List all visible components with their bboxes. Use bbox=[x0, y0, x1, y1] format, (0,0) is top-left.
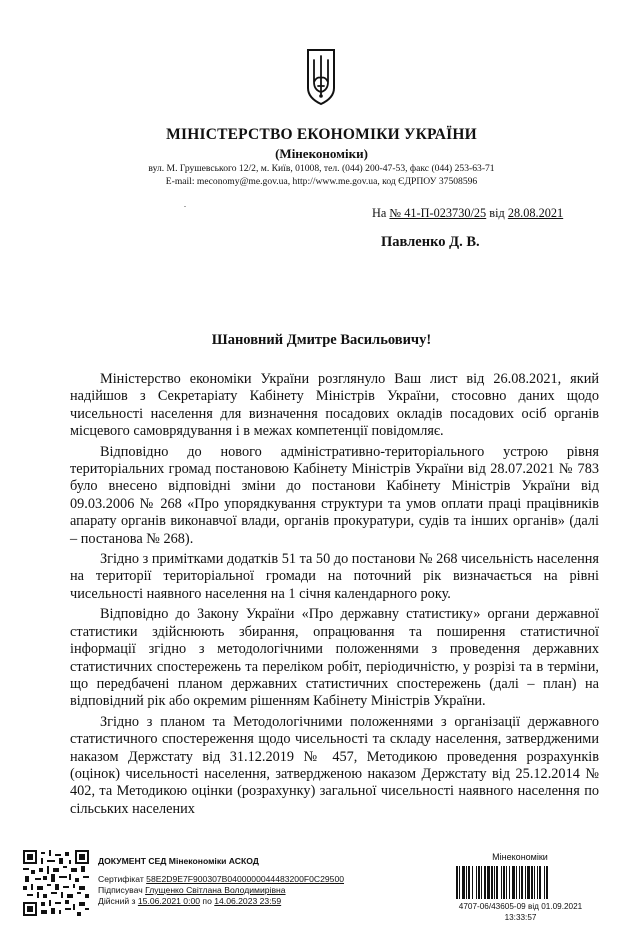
sed-certificate-value: 58E2D9E7F900307B0400000044483200F0C29500 bbox=[146, 874, 345, 884]
barcode-bar bbox=[521, 866, 523, 899]
barcode-bar bbox=[506, 866, 507, 899]
ministry-address: вул. М. Грушевського 12/2, м. Київ, 01008, тел. (044) 200-47-53, факс (044) 253-63-71 bbox=[148, 163, 495, 174]
barcode-bar bbox=[509, 866, 510, 899]
barcode-bar bbox=[476, 866, 477, 899]
sed-signer bbox=[98, 885, 286, 895]
barcode-bar bbox=[534, 866, 535, 899]
sed-certificate bbox=[98, 874, 344, 884]
barcode-bar bbox=[456, 866, 458, 899]
sed-certificate-label: Сертифікат bbox=[98, 874, 144, 884]
barcode-bar bbox=[531, 866, 533, 899]
barcode-bar bbox=[519, 866, 520, 899]
barcode-bar bbox=[501, 866, 502, 899]
paragraph: Відповідно до нового адміністративно-територіального устрою рівня територіальних громад постановою Кабінету Міністрів України від 28.07.2021 № 783 було внесено відповідні зміни до постанови Кабінету Міністрів України від 09.03.2006 № 268 «Про упорядкування структури та умов оплати праці працівників апарату органів виконавчої влади, органів прокуратури, судів та інших органів» (далі – постанова № 268). bbox=[70, 443, 599, 547]
barcode-bar bbox=[503, 866, 505, 899]
barcode-bar bbox=[494, 866, 495, 899]
greeting: Шановний Дмитре Васильовичу! bbox=[211, 332, 432, 348]
barcode-bar bbox=[472, 866, 473, 899]
barcode-bar bbox=[487, 866, 490, 899]
barcode-bar bbox=[468, 866, 470, 899]
letter-body bbox=[70, 371, 599, 821]
barcode-icon bbox=[455, 866, 585, 899]
stray-mark: . bbox=[184, 200, 186, 209]
sed-valid-label: Дійсний з bbox=[98, 896, 136, 906]
sed-title: ДОКУМЕНТ СЕД Мінекономіки АСКОД bbox=[98, 856, 259, 866]
barcode-bar bbox=[496, 866, 498, 899]
barcode-bar bbox=[459, 866, 460, 899]
sed-signer-label: Підписувач bbox=[98, 885, 143, 895]
barcode-bar bbox=[462, 866, 465, 899]
barcode-bar bbox=[546, 866, 548, 899]
coat-of-arms-trident-icon bbox=[305, 48, 337, 106]
reference-line bbox=[372, 206, 563, 221]
barcode-bar bbox=[516, 866, 517, 899]
barcode-bar bbox=[539, 866, 541, 899]
barcode-bar bbox=[466, 866, 467, 899]
ministry-contacts: E-mail: meconomy@me.gov.ua, http://www.me.gov.ua, код ЄДРПОУ 37508596 bbox=[165, 176, 478, 187]
barcode-bar bbox=[525, 866, 526, 899]
paragraph: Відповідно до Закону України «Про державну статистику» органи державної статистики здійснюють збирання, опрацювання та поширення статистичної інформації згідно з методологічними положеннями з проведення державних статистичних спостережень та переліком робіт, періодичністю, у розрізі та в терміни, що передбачені планом державних статистичних спостережень (далі – план) на відповідний рік або окремим рішенням Кабінету Міністрів України. bbox=[70, 606, 599, 710]
reference-date: 28.08.2021 bbox=[507, 206, 564, 220]
barcode-bar bbox=[481, 866, 482, 899]
qr-code-icon bbox=[23, 850, 89, 916]
paragraph: Згідно з планом та Методологічними положеннями з організації державного статистичного спостереження щодо чисельності та складу населення, затвердженими наказом Держстату від 31.12.2019 № 457, Методикою проведення розрахунків (оцінок) чисельності населення, затвердженою наказом Держстату від 25.12.2014 № 402, та Методикою оцінки (розрахунку) загальної чисельності наявного населення по сільських населених bbox=[70, 713, 599, 817]
ministry-short-name: (Мінекономіки) bbox=[275, 146, 368, 161]
sed-valid-to: 14.06.2023 23:59 bbox=[214, 896, 282, 906]
sed-valid-from: 15.06.2021 0:00 bbox=[137, 896, 201, 906]
reference-prefix: На bbox=[372, 206, 387, 220]
registration-org: Мінекономіки bbox=[492, 852, 548, 862]
barcode-bar bbox=[527, 866, 530, 899]
sed-valid-to-label: по bbox=[202, 896, 212, 906]
barcode-bar bbox=[478, 866, 480, 899]
addressee: Павленко Д. В. bbox=[381, 234, 480, 250]
registration-number: 4707-06/43605-09 від 01.09.2021 bbox=[458, 902, 583, 911]
reference-from: від bbox=[489, 206, 505, 220]
barcode-bar bbox=[544, 866, 545, 899]
barcode-bar bbox=[512, 866, 515, 899]
sed-signer-value: Глущенко Світлана Володимирівна bbox=[145, 885, 286, 895]
ministry-name: МІНІСТЕРСТВО ЕКОНОМІКИ УКРАЇНИ bbox=[166, 126, 477, 143]
registration-time: 13:33:57 bbox=[504, 913, 537, 922]
reference-number: № 41-П-023730/25 bbox=[389, 206, 487, 220]
barcode-bar bbox=[491, 866, 493, 899]
barcode-bar bbox=[537, 866, 538, 899]
barcode-bar bbox=[484, 866, 486, 899]
paragraph: Міністерство економіки України розглянуло Ваш лист від 26.08.2021, який надійшов з Секретаріату Кабінету Міністрів України, стосовно даних щодо чисельності населення для визначення посадових окладів посадових осіб органів місцевого самоврядування і в межах компетенції повідомляє. bbox=[70, 371, 599, 440]
paragraph: Згідно з примітками додатків 51 та 50 до постанови № 268 чисельність населення на території територіальної громади на поточний рік визначається на рівні чисельності наявного населення на 1 січня календарного року. bbox=[70, 551, 599, 602]
sed-validity bbox=[98, 896, 281, 906]
